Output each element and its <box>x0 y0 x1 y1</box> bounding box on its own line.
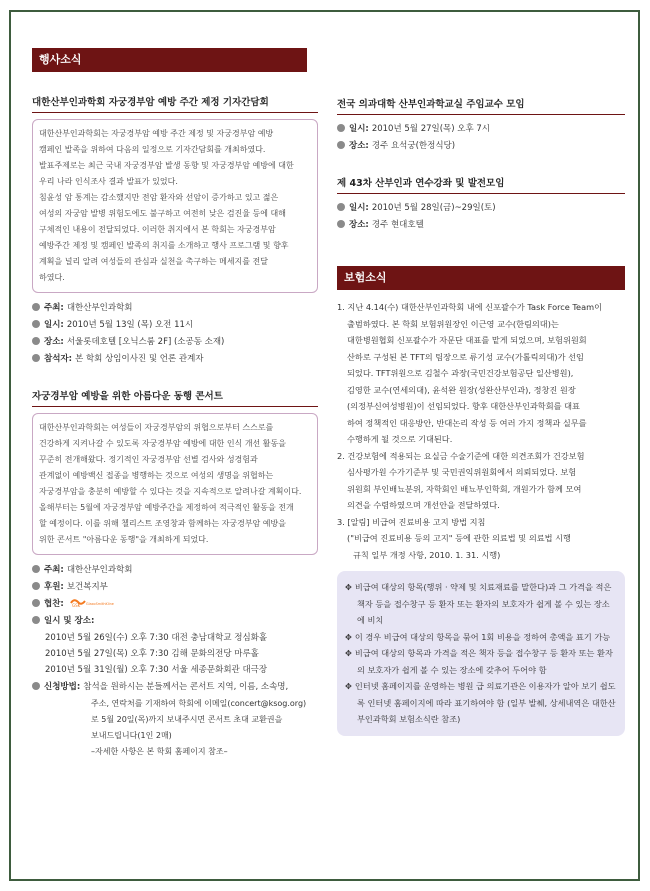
apply-line: 주소, 연락처를 기재하여 학회에 이메일(concert@ksog.org) <box>91 699 307 708</box>
insurance-item-2: 2. 건강보험에 적용되는 요실금 수술기준에 대한 의견조회가 건강보험 심사평가원 수가기준부 및 국민권익위원회에서 의뢰되었다. 보험 위원회 부인배뇨분위, 자학회인 배뇨부인학회, 개원가가 함께 모여 의견을 수렴하였으며 개선안을 전달하였다. <box>337 450 585 510</box>
event1-line: 침윤성 암 통계는 감소했지만 전암 환자와 선암이 증가하고 있고 젊은 <box>39 193 279 202</box>
event1-attendees: 참석자: 본 학회 상임이사진 및 언론 관계자 <box>32 351 318 368</box>
svg-text:GSK: GSK <box>71 603 80 608</box>
cross-bullet-icon: ✥ <box>345 582 352 592</box>
event1-venue: 장소: 서울롯데호텔 [오닉스룸 2F] (소공동 소재) <box>32 334 318 351</box>
cross-bullet-icon: ✥ <box>345 648 352 658</box>
bullet-icon <box>337 124 345 132</box>
event2-description-box <box>32 413 318 555</box>
event1-line: 예방주간 제정 및 캠페인 발족의 취지를 소개하고 행사 프로그램 및 향후 <box>39 241 289 250</box>
note-item: ✥ 인터넷 홈페이지를 운영하는 병원 급 의료기관은 이용자가 알아 보기 쉽도록 인터넷 홈페이지에 따라 표기하여야 함 (일부 발췌, 상세내역은 대한산부인과학회 보험소식란 참조) <box>345 681 616 724</box>
schedule-item: 2010년 5월 27일(목) 오후 7:30 김해 문화의전당 마루홀 <box>45 649 259 659</box>
insurance-section-banner: 보험소식 <box>337 266 625 290</box>
note-item: ✥ 비급여 대상의 항목(행위 · 약제 및 치료재료를 말한다)과 그 가격을 적은 책자 등을 접수창구 등 환자 또는 환자의 보호자가 쉽게 볼 수 있는 장소에 비치 <box>345 582 612 625</box>
event2-line: 자궁경부암을 충분히 예방할 수 있다는 것을 지속적으로 알려나갈 계획이다. <box>39 487 302 496</box>
apply-line: 보내드립니다(1인 2매) <box>91 731 172 740</box>
event2-line: 할 예정이다. 이를 위해 첼리스트 조영창과 함께하는 자궁경부암 예방을 <box>39 519 286 528</box>
event3-title: 전국 의과대학 산부인과학교실 주임교수 모임 <box>337 96 625 115</box>
event2-line: 대한산부인과학회는 여성들이 자궁경부암의 위협으로부터 스스로를 <box>39 423 274 432</box>
bullet-icon <box>337 203 345 211</box>
bullet-icon <box>32 582 40 590</box>
event3-date: 일시: 2010년 5월 27일(목) 오후 7시 <box>337 121 625 138</box>
event2-line: 꾸준히 전개해왔다. 정기적인 자궁경부암 선별 검사와 성경험과 <box>39 455 258 464</box>
cross-bullet-icon: ✥ <box>345 681 352 691</box>
event1-line: 대한산부인과학회는 자궁경부암 예방 주간 제정 및 자궁경부암 예방 <box>39 129 274 138</box>
bullet-icon <box>32 303 40 311</box>
bullet-icon <box>32 354 40 362</box>
events-section-banner: 행사소식 <box>32 48 307 72</box>
event1-line: 구체적인 내용이 전달되었다. 이러한 취지에서 본 학회는 자궁경부암 <box>39 225 276 234</box>
bullet-icon <box>337 220 345 228</box>
insurance-items <box>337 299 625 563</box>
event1-line: 계획을 널리 알려 여성들의 관심과 실천을 촉구하는 메세지를 전달 <box>39 257 268 266</box>
event2-line: 위한 콘서트 "아름다운 동행"을 개최하게 되었다. <box>39 535 209 544</box>
event1-line: 발표주제로는 최근 국내 자궁경부암 발생 동향 및 자궁경부암 예방에 대한 <box>39 161 294 170</box>
event4-venue: 장소: 경주 현대호텔 <box>337 217 625 234</box>
event4-title: 제 43차 산부인과 연수강좌 및 발전모임 <box>337 175 625 194</box>
event1-line: 하였다. <box>39 273 65 282</box>
event2-apply-first: 신청방법: 참석을 원하시는 분들께서는 콘서트 지역, 이름, 소속명, <box>32 679 318 696</box>
bullet-icon <box>337 141 345 149</box>
bullet-icon <box>32 337 40 345</box>
event3-info-list <box>337 121 625 155</box>
bullet-icon <box>32 565 40 573</box>
event2-line: 관계없이 예방백신 접종을 병행하는 것으로 여성의 생명을 위협하는 <box>39 471 274 480</box>
event3-venue: 장소: 경주 요석궁(한정식당) <box>337 138 625 155</box>
event2-host: 주최: 대한산부인과학회 <box>32 562 318 579</box>
insurance-notes-box <box>337 571 625 736</box>
event2-title: 자궁경부암 예방을 위한 아름다운 동행 콘서트 <box>32 388 318 407</box>
event2-apply <box>32 679 318 696</box>
event1-line: 캠페인 발족을 위하여 다음의 일정으로 기자간담회를 개최하였다. <box>39 145 266 154</box>
schedule-item: 2010년 5월 31일(월) 오후 7:30 서울 세종문화회관 대극장 <box>45 665 268 675</box>
bullet-icon <box>32 320 40 328</box>
event2-sponsor: 후원: 보건복지부 <box>32 579 318 596</box>
event1-title: 대한산부인과학회 자궁경부암 예방 주간 제정 기자간담회 <box>32 94 318 113</box>
event1-date: 일시: 2010년 5월 13일 (목) 오전 11시 <box>32 317 318 334</box>
event1-host: 주최: 대한산부인과학회 <box>32 300 318 317</box>
event1-info-list <box>32 300 318 368</box>
event4-date: 일시: 2010년 5월 28일(금)~29일(토) <box>337 200 625 217</box>
insurance-item-3: 3. [알림] 비급여 진료비용 고지 방법 지침 ("비급여 진료비용 등의 고지" 등에 관한 의료법 및 의료법 시행 규칙 일부 개정 사항, 2010. 1. 31. 시행) <box>337 516 571 560</box>
insurance-item-1: 1. 지난 4.14(수) 대한산부인과학회 내에 신포괄수가 Task Force Team이 출범하였다. 본 학회 보험위원장인 이근영 교수(한림의대)는 대한병원협회 신포괄수가 자문단 대표를 맡게 되었으며, 보험위원회 산하로 구성된 본 TFT의 팀장으로 류기성 교수(가톨릭의대)가 선임 되었다. TFT위원으로 김철수 과장(국민건강보험공단 일산병원), 김영한 교수(연세의대), 윤석완 원장(성완산부인과), 정창진 원장 (의정부신여성병원)이 선임되었다. 향후 대한산부인과학회를 대표 하여 정책적인 대응방안, 반대논리 작성 등 여러 가지 정책과 실무를 수행하게 될 것으로 기대된다. <box>337 302 602 444</box>
event1-line: 여성의 자궁암 발병 위험도에도 불구하고 여전히 낮은 검진율 등에 대해 <box>39 209 286 218</box>
event2-apply-detail <box>32 696 318 760</box>
event1-line: 우리 나라 인식조사 결과 발표가 있었다. <box>39 177 178 186</box>
note-item: ✥ 이 경우 비급여 대상의 항목을 묶어 1회 비용을 정하여 총액을 표기 가능 <box>345 631 611 642</box>
note-item: ✥ 비급여 대상의 항목과 가격을 적은 책자 등을 접수창구 등 환자 또는 환자의 보호자가 쉽게 볼 수 있는 장소에 갖추어 두어야 함 <box>345 648 613 675</box>
event1-description-box <box>32 119 318 293</box>
event2-info-list <box>32 562 318 630</box>
event2-line: 건강하게 지켜나갈 수 있도록 자궁경부암 예방에 대한 인식 개선 활동을 <box>39 439 286 448</box>
apply-line: 로 5월 20일(목)까지 보내주시면 콘서트 초대 교환권을 <box>91 715 283 724</box>
event2-schedule-label: 일시 및 장소: <box>32 613 318 630</box>
right-column <box>337 96 625 736</box>
left-column <box>32 48 318 760</box>
apply-line: –자세한 사항은 본 학회 홈페이지 참조– <box>91 747 228 756</box>
event2-schedule <box>32 630 318 678</box>
bullet-icon <box>32 682 40 690</box>
bullet-icon <box>32 616 40 624</box>
schedule-item: 2010년 5월 26일(수) 오후 7:30 대전 충남대학교 정심화홀 <box>45 633 268 643</box>
svg-text:GlaxoSmithKline: GlaxoSmithKline <box>85 602 114 606</box>
cross-bullet-icon: ✥ <box>345 631 352 642</box>
bullet-icon <box>32 599 40 607</box>
event2-cosponsor: 협찬: GSK GlaxoSmithKline <box>32 596 318 613</box>
gsk-logo-icon <box>70 597 114 608</box>
event2-line: 올해부터는 5월에 자궁경부암 예방주간을 제정하여 적극적인 활동을 전개 <box>39 503 294 512</box>
event4-info-list <box>337 200 625 234</box>
